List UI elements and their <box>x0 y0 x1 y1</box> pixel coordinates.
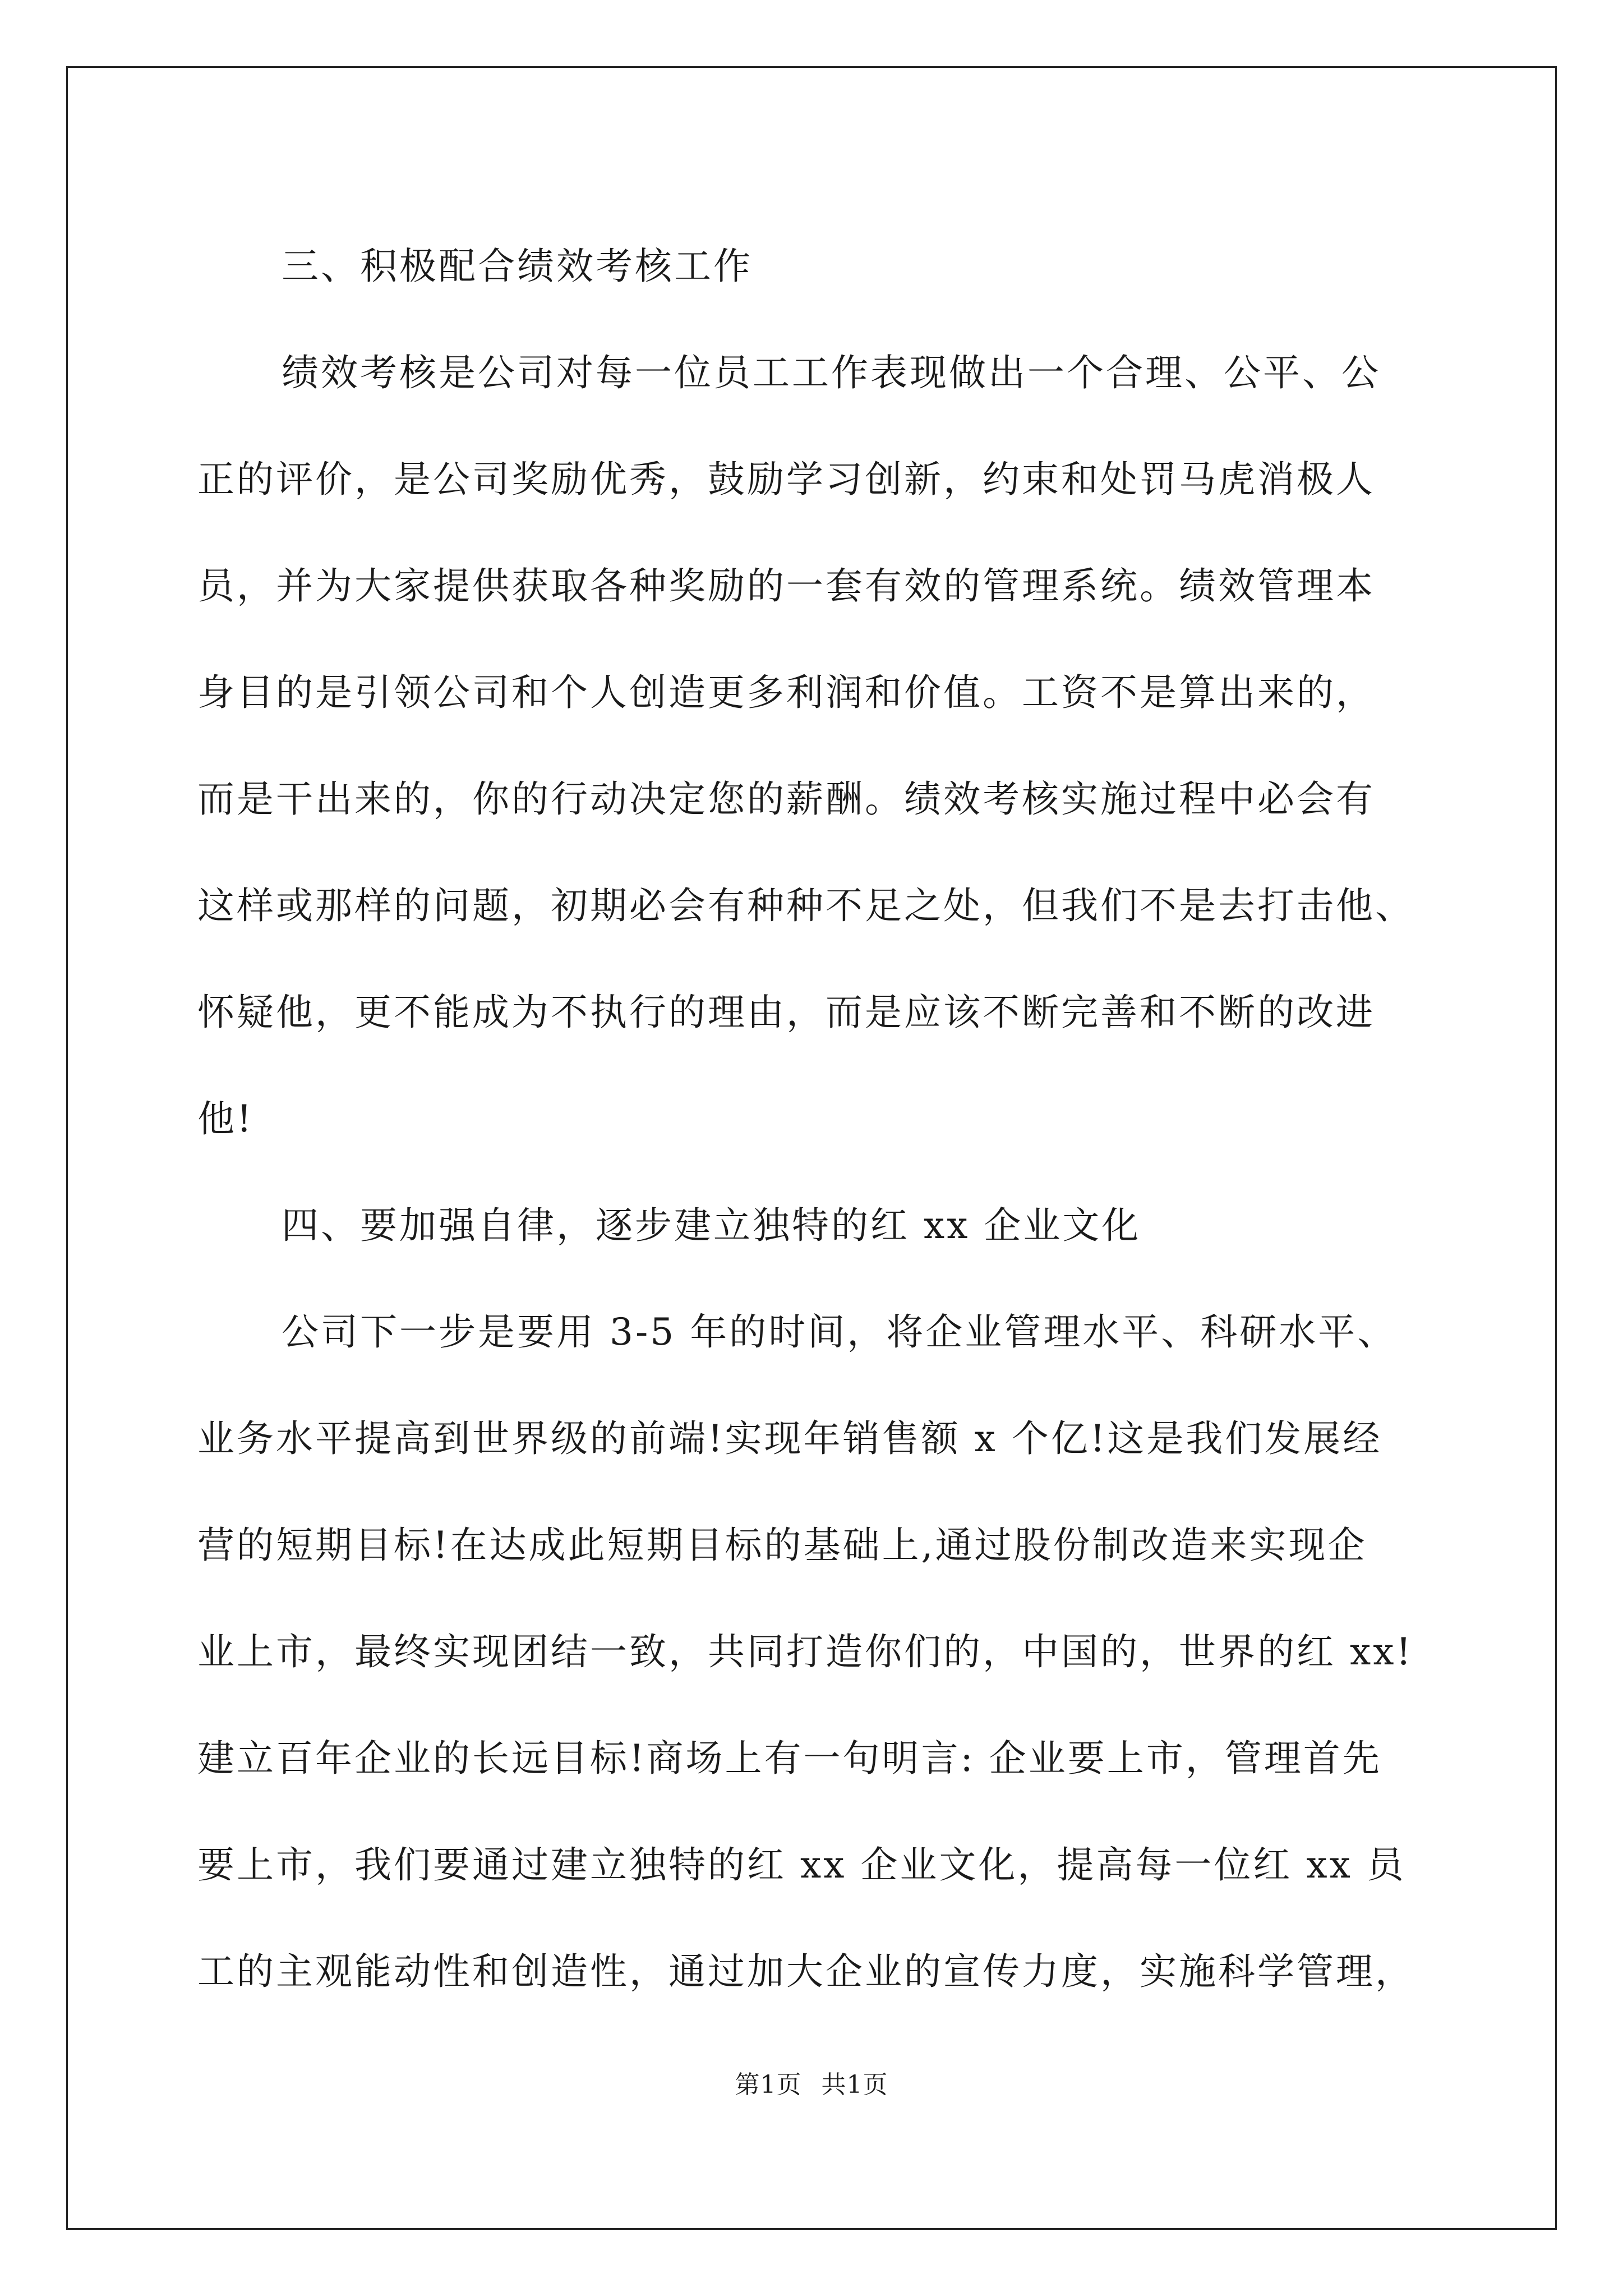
text-line: 他! <box>197 1097 254 1140</box>
text-line: 业上市，最终实现团结一致，共同打造你们的，中国的，世界的红 xx! <box>197 1630 1413 1673</box>
document-body <box>197 213 1459 2025</box>
text-line: 而是干出来的，你的行动决定您的薪酬。绩效考核实施过程中必会有 <box>197 777 1375 821</box>
text-line: 公司下一步是要用 3-5 年的时间，将企业管理水平、科研水平、 <box>282 1310 1397 1354</box>
text-line: 三、积极配合绩效考核工作 <box>282 245 753 288</box>
text-line: 身目的是引领公司和个人创造更多利润和价值。工资不是算出来的， <box>197 671 1375 714</box>
page-footer <box>0 2064 1623 2100</box>
text-line: 营的短期目标!在达成此短期目标的基础上,通过股份制改造来实现企 <box>197 1524 1367 1567</box>
text-line: 建立百年企业的长远目标!商场上有一句明言: 企业要上市，管理首先 <box>197 1737 1382 1780</box>
text-line: 正的评价，是公司奖励优秀，鼓励学习创新，约束和处罚马虎消极人 <box>197 458 1375 501</box>
text-line: 这样或那样的问题，初期必会有种种不足之处，但我们不是去打击他、 <box>197 884 1414 927</box>
text-line: 员，并为大家提供获取各种奖励的一套有效的管理系统。绩效管理本 <box>197 564 1375 608</box>
text-line: 绩效考核是公司对每一位员工工作表现做出一个合理、公平、公 <box>282 351 1381 394</box>
text-line: 四、要加强自律，逐步建立独特的红 xx 企业文化 <box>282 1204 1141 1247</box>
text-line: 工的主观能动性和创造性，通过加大企业的宣传力度，实施科学管理， <box>197 1950 1414 1993</box>
page-number-total: 共1页 <box>821 2070 888 2099</box>
text-line: 业务水平提高到世界级的前端!实现年销售额 x 个亿!这是我们发展经 <box>197 1417 1382 1460</box>
page-number-current: 第1页 <box>735 2070 802 2099</box>
text-line: 怀疑他，更不能成为不执行的理由，而是应该不断完善和不断的改进 <box>197 991 1375 1034</box>
text-line: 要上市，我们要通过建立独特的红 xx 企业文化，提高每一位红 xx 员 <box>197 1843 1406 1887</box>
